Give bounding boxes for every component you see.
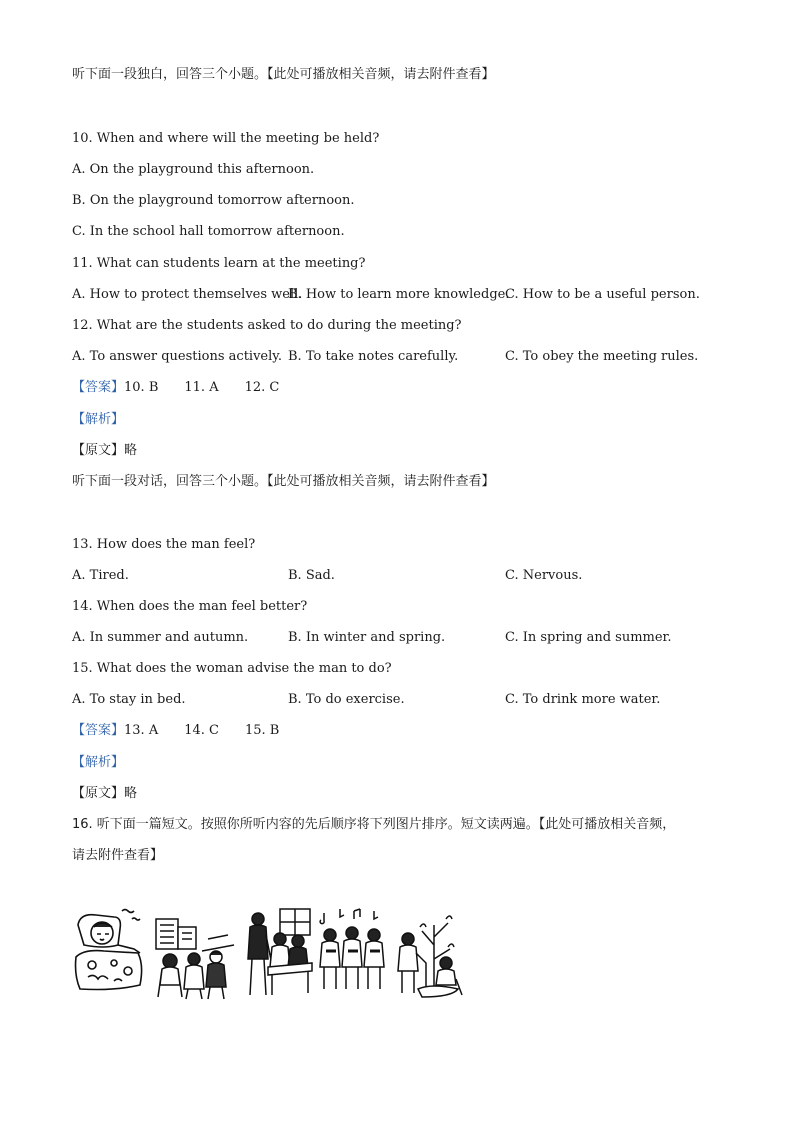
classroom-teacher-picture xyxy=(240,905,314,1001)
question-11-option-a: A. How to protect themselves well. xyxy=(72,287,303,302)
question-10-option-a: A. On the playground this afternoon. xyxy=(72,162,315,177)
planting-tree-picture xyxy=(392,905,466,1001)
question-14-option-a: A. In summer and autumn. xyxy=(72,630,249,645)
singing-children-picture xyxy=(318,905,390,1001)
answer-12: 12. C xyxy=(244,380,280,395)
question-15-stem: 15. What does the woman advise the man to do? xyxy=(72,661,392,676)
question-10-stem: 10. When and where will the meeting be held? xyxy=(72,131,380,146)
original-label: 【原文】 xyxy=(72,786,125,801)
answer-row-2 xyxy=(72,723,305,739)
answer-14: 14. C xyxy=(184,723,219,738)
question-12-stem: 12. What are the students asked to do during the meeting? xyxy=(72,318,462,333)
question-16-stem-line2: 请去附件查看】 xyxy=(72,848,164,863)
students-school-picture xyxy=(152,905,236,1001)
question-13-option-b: B. Sad. xyxy=(288,568,335,583)
section2-intro: 听下面一段对话，回答三个小题。【此处可播放相关音频，请去附件查看】 xyxy=(72,474,495,489)
section1-intro: 听下面一段独白，回答三个小题。【此处可播放相关音频，请去附件查看】 xyxy=(72,67,495,82)
question-15-option-b: B. To do exercise. xyxy=(288,692,405,707)
answer-label: 【答案】 xyxy=(72,380,125,395)
answer-15: 15. B xyxy=(244,723,280,738)
answer-10: 10. B xyxy=(124,380,159,395)
original-text: 略 xyxy=(124,786,138,801)
question-12-option-a: A. To answer questions actively. xyxy=(72,349,283,364)
question-12-option-c: C. To obey the meeting rules. xyxy=(505,349,699,364)
original-text: 略 xyxy=(124,443,138,458)
question-11-option-b: B. How to learn more knowledge. xyxy=(288,287,510,302)
picture-strip xyxy=(74,905,466,1001)
question-14-stem: 14. When does the man feel better? xyxy=(72,599,308,614)
question-13-option-a: A. Tired. xyxy=(72,568,129,583)
question-12-option-b: B. To take notes carefully. xyxy=(288,349,459,364)
question-16-stem-line1: 16. 听下面一篇短文。按照你所听内容的先后顺序将下列图片排序。短文读两遍。【此处可播放相关音频， xyxy=(72,817,676,832)
question-14-option-c: C. In spring and summer. xyxy=(505,630,672,645)
original-row-1 xyxy=(72,443,137,459)
question-13-option-c: C. Nervous. xyxy=(505,568,583,583)
answer-11: 11. A xyxy=(184,380,219,395)
analysis-label-1: 【解析】 xyxy=(72,412,125,427)
answer-13: 13. A xyxy=(124,723,159,738)
question-10-option-b: B. On the playground tomorrow afternoon. xyxy=(72,193,355,208)
sleeping-boy-picture xyxy=(74,905,146,1001)
question-13-stem: 13. How does the man feel? xyxy=(72,537,256,552)
original-label: 【原文】 xyxy=(72,443,125,458)
question-15-option-c: C. To drink more water. xyxy=(505,692,661,707)
answer-label: 【答案】 xyxy=(72,723,125,738)
question-10-option-c: C. In the school hall tomorrow afternoon. xyxy=(72,224,345,239)
question-14-option-b: B. In winter and spring. xyxy=(288,630,446,645)
analysis-label-2: 【解析】 xyxy=(72,755,125,770)
original-row-2 xyxy=(72,786,137,802)
question-15-option-a: A. To stay in bed. xyxy=(72,692,186,707)
question-11-stem: 11. What can students learn at the meeting? xyxy=(72,256,366,271)
question-11-option-c: C. How to be a useful person. xyxy=(505,287,700,302)
answer-row-1 xyxy=(72,380,305,396)
